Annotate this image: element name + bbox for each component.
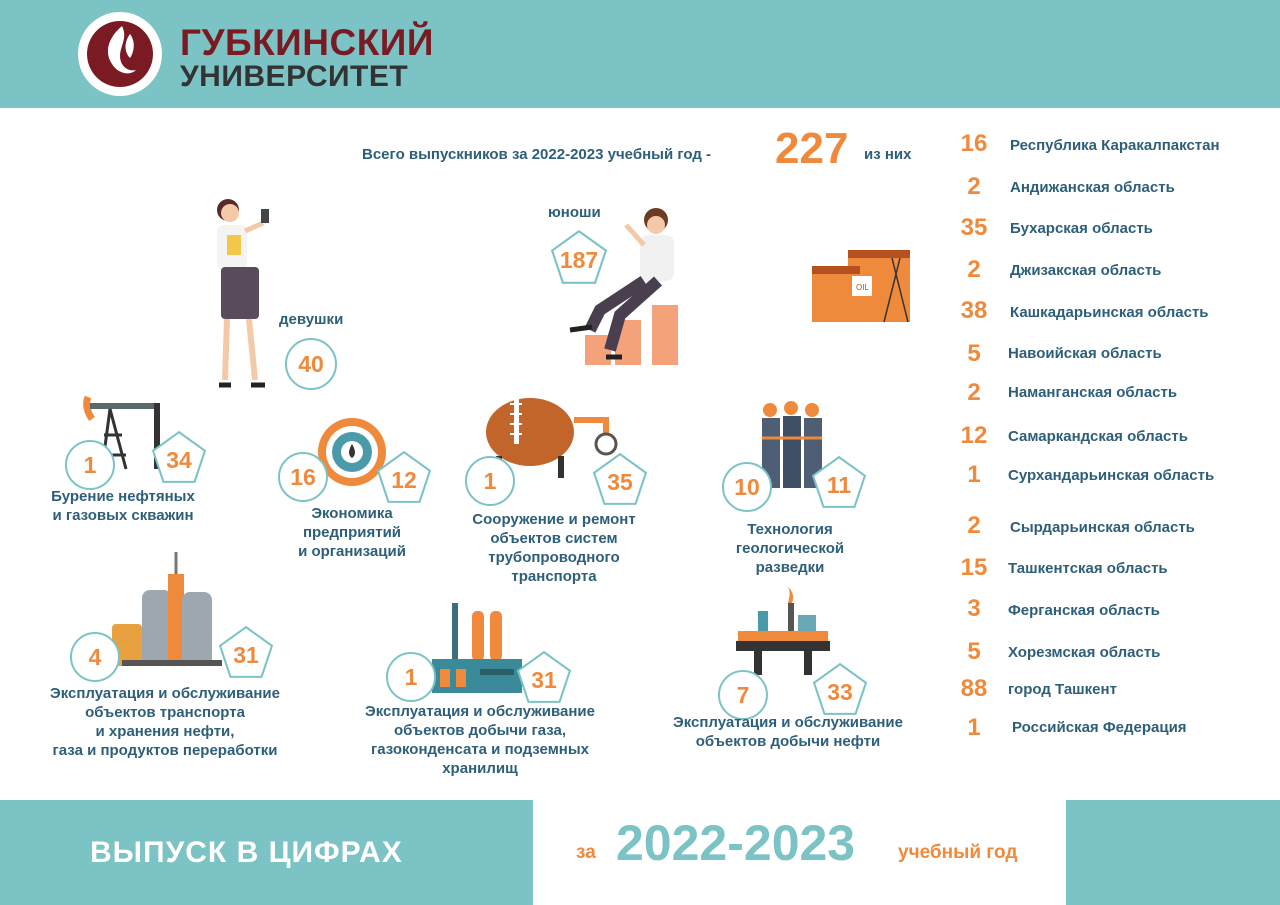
program-name-line: и газовых скважин <box>52 507 194 524</box>
male-label: юноши <box>548 204 601 221</box>
region-name: Самаркандская область <box>1008 428 1188 445</box>
oil-production-circle-value: 7 <box>736 681 750 708</box>
geology-circle <box>722 462 772 512</box>
program-name-line: хранилищ <box>442 760 518 777</box>
program-name-line: газа и продуктов переработки <box>52 742 278 759</box>
svg-text:OIL: OIL <box>856 283 869 292</box>
drilling-pentagon-value: 34 <box>166 446 192 473</box>
drilling-circle-value: 1 <box>83 451 97 478</box>
program-name-line: Технология <box>747 521 833 538</box>
region-count: 88 <box>960 675 988 702</box>
region-count: 35 <box>960 214 988 241</box>
footer-right-band <box>1066 800 1280 905</box>
gas-plant-icon <box>430 603 525 698</box>
region-name: Наманганская область <box>1008 384 1178 401</box>
transport-storage-program-name <box>20 684 310 760</box>
total-graduates-tail: из них <box>864 146 912 163</box>
economics-program-name <box>262 504 442 561</box>
region-count: 5 <box>967 340 981 367</box>
brand-name-line2: УНИВЕРСИТЕТ <box>180 60 409 93</box>
region-name: Ташкентская область <box>1008 560 1168 577</box>
female-count: 40 <box>298 350 324 377</box>
program-name-line: объектов добычи нефти <box>695 733 881 750</box>
region-name: Российская Федерация <box>1012 719 1187 736</box>
gas-production-circle-value: 1 <box>404 663 418 690</box>
oil-production-pentagon-value: 33 <box>827 678 853 705</box>
female-graduate-icon <box>205 195 280 395</box>
program-name-line: и организаций <box>298 543 406 560</box>
region-count: 1 <box>967 461 981 488</box>
footer-year: 2022-2023 <box>616 815 856 871</box>
region-count: 2 <box>967 512 981 539</box>
program-name-line: Сооружение и ремонт <box>472 511 636 528</box>
region-count: 16 <box>960 130 988 157</box>
program-name-line: транспорта <box>511 568 597 585</box>
program-name-line: газоконденсата и подземных <box>370 741 590 758</box>
program-name-line: разведки <box>755 559 825 576</box>
region-count: 1 <box>967 714 981 741</box>
region-count: 5 <box>967 638 981 665</box>
female-count-circle <box>285 338 337 390</box>
gas-production-pentagon <box>516 650 572 704</box>
geology-program-name <box>700 520 880 577</box>
program-name-line: Эксплуатация и обслуживание <box>50 685 280 702</box>
transport-storage-circle-value: 4 <box>88 643 102 670</box>
footer-suffix: учебный год <box>898 842 1018 863</box>
drilling-program-name <box>18 487 228 525</box>
gas-production-circle <box>386 652 436 702</box>
region-name: Хорезмская область <box>1008 644 1161 661</box>
region-count: 3 <box>967 595 981 622</box>
flame-logo-icon <box>78 12 162 96</box>
transport-storage-pentagon-value: 31 <box>233 641 259 668</box>
program-name-line: Эксплуатация и обслуживание <box>365 703 595 720</box>
region-count: 38 <box>960 297 988 324</box>
gas-production-pentagon-value: 31 <box>531 666 557 693</box>
total-graduates-label: Всего выпускников за 2022-2023 учебный год - <box>362 146 712 163</box>
economics-pentagon-value: 12 <box>391 466 417 493</box>
economics-circle <box>278 452 328 502</box>
program-name-line: трубопроводного <box>488 549 620 566</box>
region-name: Ферганская область <box>1008 602 1160 619</box>
transport-storage-pentagon <box>218 625 274 679</box>
economics-circle-value: 16 <box>290 463 316 490</box>
drilling-circle <box>65 440 115 490</box>
program-name-line: объектов систем <box>490 530 618 547</box>
region-name: Сырдарьинская область <box>1010 519 1195 536</box>
region-count: 2 <box>967 379 981 406</box>
program-name-line: предприятий <box>302 524 402 541</box>
geology-pentagon <box>811 455 867 509</box>
geology-pentagon-value: 11 <box>826 471 852 498</box>
university-logo <box>78 12 162 96</box>
program-name-line: геологической <box>735 540 845 557</box>
pipeline-pentagon-value: 35 <box>607 468 633 495</box>
footer-title: ВЫПУСК В ЦИФРАХ <box>90 836 403 869</box>
total-graduates-count: 227 <box>775 124 849 173</box>
program-name-line: объектов добычи газа, <box>393 722 567 739</box>
pipeline-circle-value: 1 <box>483 467 497 494</box>
region-name: Бухарская область <box>1010 220 1153 237</box>
region-count: 12 <box>960 422 988 449</box>
region-count: 2 <box>967 173 981 200</box>
region-name: Сурхандарьинская область <box>1008 467 1215 484</box>
region-count: 15 <box>960 554 988 581</box>
brand-name-line1: ГУБКИНСКИЙ <box>180 22 434 63</box>
pipeline-circle <box>465 456 515 506</box>
region-name: Джизакская область <box>1010 262 1162 279</box>
oil-tanks-icon <box>812 248 914 323</box>
program-name-line: и хранения нефти, <box>95 723 235 740</box>
transport-storage-circle <box>70 632 120 682</box>
geology-circle-value: 10 <box>734 473 760 500</box>
pipeline-program-name <box>444 510 664 586</box>
gas-production-program-name <box>340 702 620 778</box>
region-count: 2 <box>967 256 981 283</box>
region-name: город Ташкент <box>1008 681 1117 698</box>
refinery-columns-icon <box>112 552 230 668</box>
region-name: Республика Каракалпакстан <box>1010 137 1220 154</box>
footer-prefix: за <box>576 842 596 863</box>
male-count: 187 <box>559 246 599 273</box>
oil-production-program-name <box>648 713 928 751</box>
male-graduate-icon <box>560 205 700 370</box>
program-name-line: Экономика <box>311 505 393 522</box>
economics-pentagon <box>376 450 432 504</box>
female-label: девушки <box>279 311 344 328</box>
region-name: Кашкадарьинская область <box>1010 304 1209 321</box>
region-name: Андижанская область <box>1010 179 1175 196</box>
program-name-line: объектов транспорта <box>85 704 245 721</box>
oil-production-pentagon <box>812 662 868 716</box>
pipeline-pentagon <box>592 452 648 506</box>
program-name-line: Бурение нефтяных <box>51 488 195 505</box>
program-name-line: Эксплуатация и обслуживание <box>673 714 903 731</box>
drilling-pentagon <box>151 430 207 484</box>
region-name: Навоийская область <box>1008 345 1162 362</box>
